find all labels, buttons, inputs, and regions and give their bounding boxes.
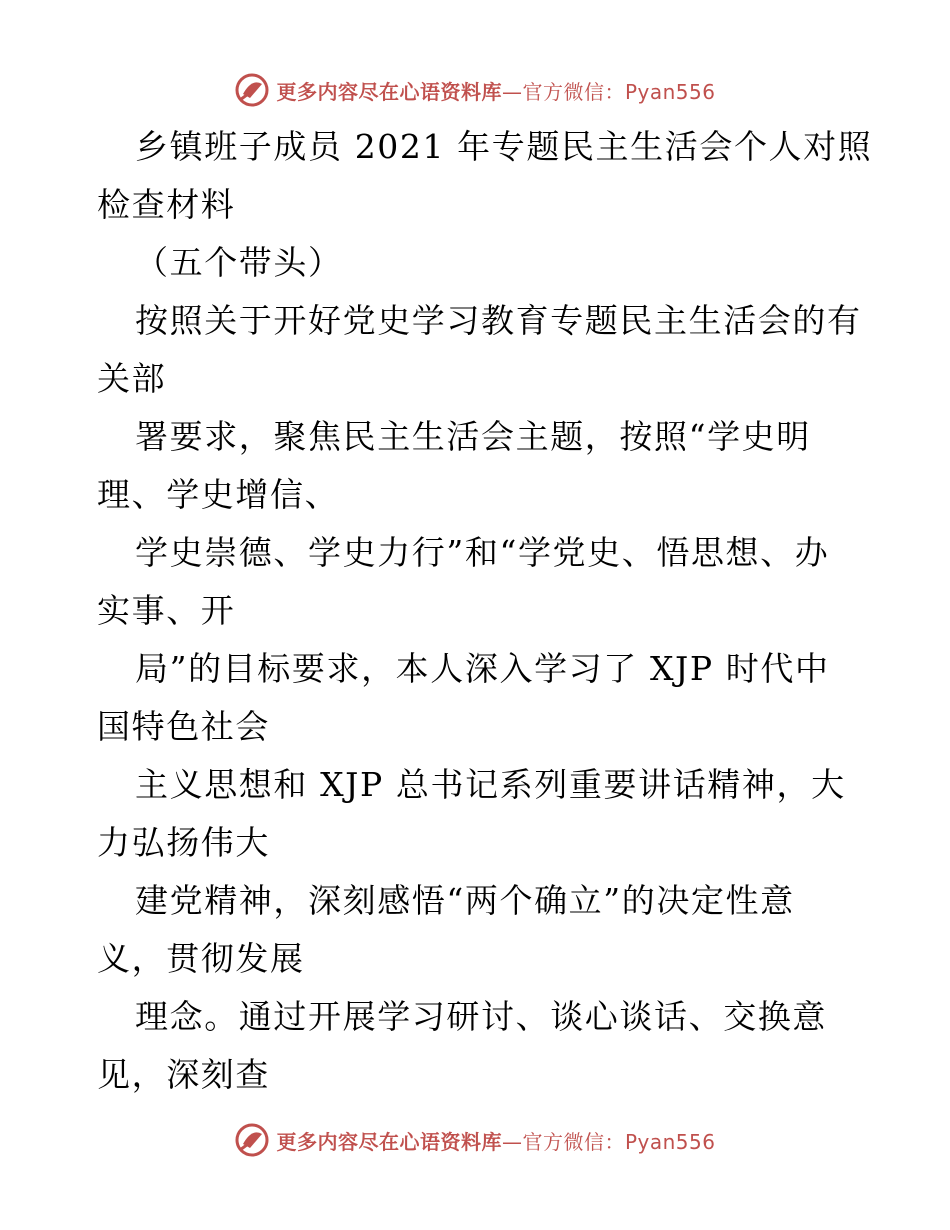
- text-line: 理、学史增信、: [97, 475, 340, 514]
- document-body: [97, 118, 873, 1104]
- text-line: 按照关于开好党史学习教育专题民主生活会的有: [135, 301, 862, 340]
- logo-icon: [234, 1122, 270, 1158]
- banner-text: 更多内容尽在心语资料库—官方微信：Pyan556: [276, 1129, 716, 1154]
- text-line: 见，深刻查: [97, 1055, 270, 1094]
- text-line: 义，贯彻发展: [97, 939, 305, 978]
- text-line: 学史崇德、学史力行”和“学党史、悟思想、办: [135, 533, 830, 572]
- text-line: 署要求，聚焦民主生活会主题，按照“学史明: [135, 417, 811, 456]
- footer-banner: [0, 1120, 950, 1160]
- text-line: 关部: [97, 359, 167, 398]
- text-line: 主义思想和 XJP 总书记系列重要讲话精神，大: [135, 765, 846, 804]
- text-line: 乡镇班子成员 2021 年专题民主生活会个人对照: [135, 127, 873, 166]
- text-line: 局”的目标要求，本人深入学习了 XJP 时代中: [135, 649, 830, 688]
- text-line: 力弘扬伟大: [97, 823, 270, 862]
- text-line: 国特色社会: [97, 707, 270, 746]
- text-line: （五个带头）: [135, 243, 343, 282]
- text-line: 建党精神，深刻感悟“两个确立”的决定性意: [135, 881, 795, 920]
- banner-text: 更多内容尽在心语资料库—官方微信：Pyan556: [276, 79, 716, 104]
- logo-icon: [234, 72, 270, 108]
- text-line: 实事、开: [97, 591, 236, 630]
- text-line: 理念。通过开展学习研讨、谈心谈话、交换意: [135, 997, 827, 1036]
- header-banner: [0, 70, 950, 110]
- text-line: 检查材料: [97, 185, 236, 224]
